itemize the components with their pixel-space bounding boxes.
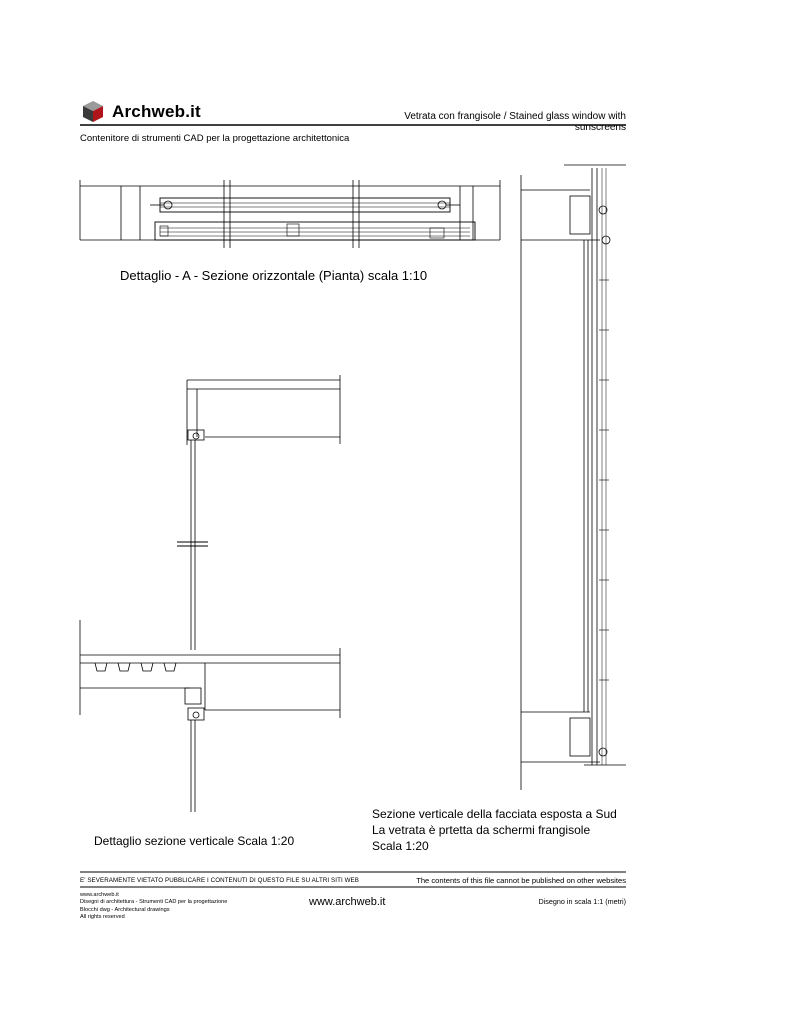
footer-credits	[80, 892, 227, 922]
sheet-title: Vetrata con frangisole / Stained glass window with sunscreens	[404, 111, 626, 133]
footer-url: www.archweb.it	[309, 896, 386, 908]
left-vertical-section-drawing	[80, 375, 340, 812]
footer-scale-note: Disegno in scala 1:1 (metri)	[538, 897, 626, 906]
warning-english: The contents of this file cannot be published on other websites	[416, 876, 626, 885]
footer-credit-line: www.archweb.it	[80, 892, 119, 898]
right-caption-line: Sezione verticale della facciata esposta a Sud	[372, 807, 617, 821]
footer-credit-line: Blocchi dwg - Architectural drawings	[80, 906, 170, 913]
right-vertical-section-drawing	[521, 165, 626, 790]
plan-caption: Dettaglio - A - Sezione orizzontale (Pianta) scala 1:10	[120, 268, 428, 283]
left-section-caption: Dettaglio sezione verticale Scala 1:20	[94, 834, 295, 848]
right-caption-line: Scala 1:20	[372, 839, 429, 853]
right-section-caption	[372, 806, 617, 854]
right-caption-line: La vetrata è prtetta da schermi frangisole	[372, 823, 591, 837]
sheet-subtitle: Contenitore di strumenti CAD per la progettazione architettonica	[80, 133, 350, 144]
footer-credit-line: Disegni di architettura - Strumenti CAD per la progettazione	[80, 899, 228, 906]
brand-name: Archweb.it	[112, 102, 201, 121]
archweb-logo-icon	[83, 101, 103, 122]
plan-section-drawing	[80, 180, 500, 248]
warning-italian: E' SEVERAMENTE VIETATO PUBBLICARE I CONTENUTI DI QUESTO FILE SU ALTRI SITI WEB	[80, 877, 359, 884]
footer-credit-line: All rights reserved	[80, 914, 125, 921]
